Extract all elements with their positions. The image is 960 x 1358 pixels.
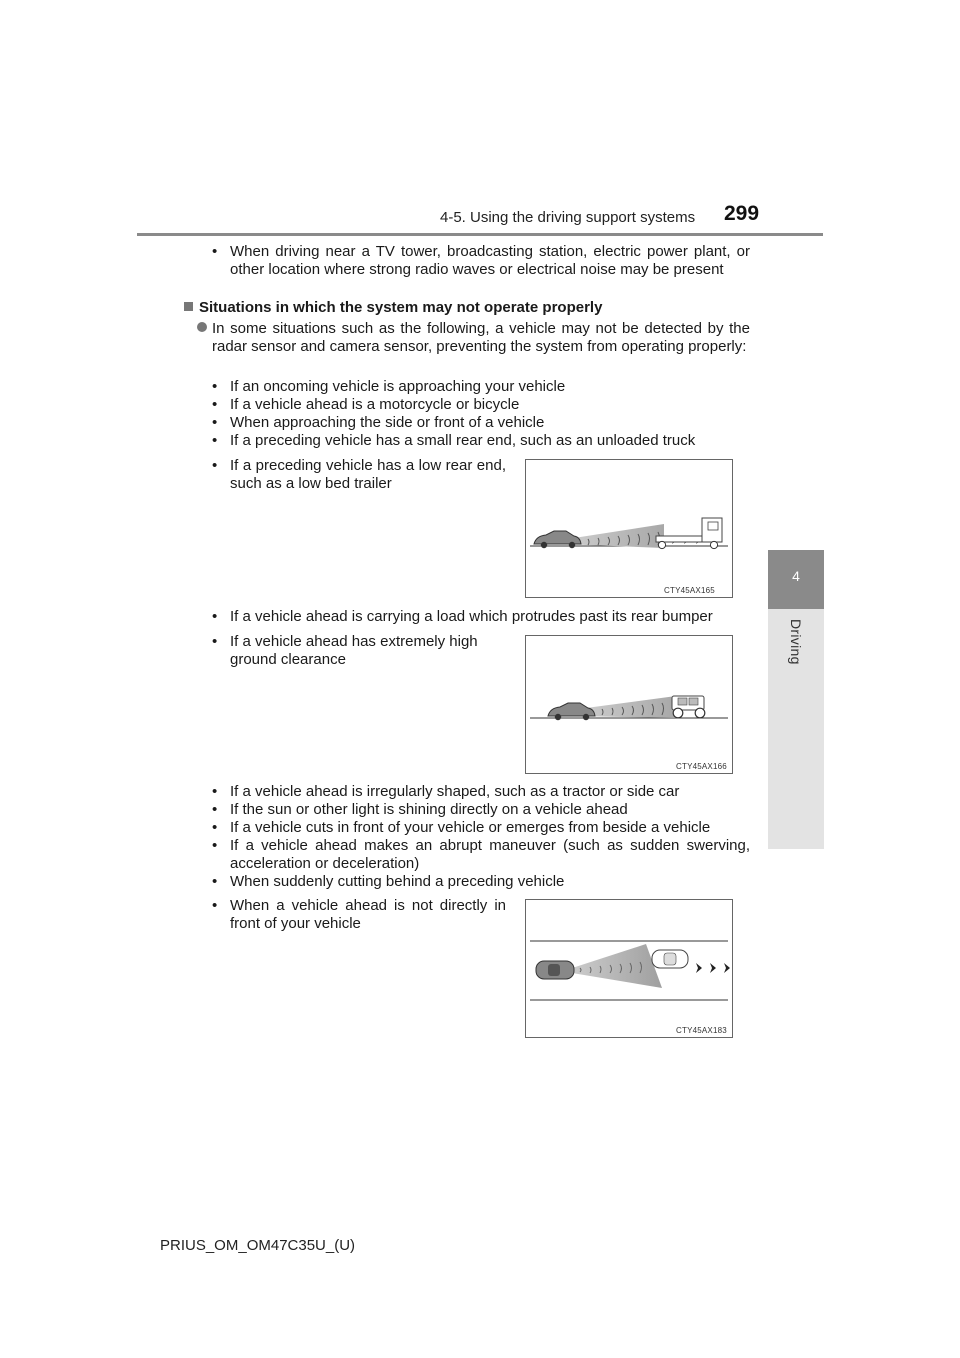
circle-bullet-icon: [197, 322, 207, 332]
illustration-low-bed-trailer: [526, 460, 732, 597]
section-title: 4-5. Using the driving support systems: [440, 209, 696, 226]
figure-code: CTY45AX165: [664, 586, 715, 595]
bullet-dot: •: [212, 897, 218, 914]
bullet-dot: •: [212, 378, 218, 395]
bullet-text: If a vehicle ahead has extremely high ground clearance: [230, 633, 478, 668]
bullet-dot: •: [212, 608, 218, 625]
bullet-text: If a vehicle cuts in front of your vehicle or emerges from beside a vehicle: [230, 819, 711, 836]
bullet-text: If a vehicle ahead makes an abrupt maneuver (such as sudden swerving, acceleration or deceleration): [230, 837, 750, 872]
bullet-item: [212, 414, 750, 432]
bullet-dot: •: [212, 457, 218, 474]
bullet-item: [212, 633, 506, 669]
bullet-dot: •: [212, 432, 218, 449]
bullet-text: If an oncoming vehicle is approaching your vehicle: [230, 378, 566, 395]
chapter-number: 4: [792, 568, 800, 584]
bullet-text: When driving near a TV tower, broadcasting station, electric power plant, or other location where strong radio waves or electrical noise may be present: [230, 243, 750, 278]
chapter-tab-number: [768, 550, 824, 609]
bullet-text: When a vehicle ahead is not directly in front of your vehicle: [230, 897, 506, 932]
bullet-text: If a preceding vehicle has a small rear end, such as an unloaded truck: [230, 432, 696, 449]
header-divider: [137, 233, 823, 236]
illustration-offset-vehicle: [526, 900, 732, 1037]
bullet-item: [212, 608, 760, 626]
bullet-dot: •: [212, 819, 218, 836]
heading-square-icon: [184, 302, 193, 311]
bullet-item: [212, 837, 750, 873]
bullet-item: [212, 801, 760, 819]
chapter-name: Driving: [788, 619, 804, 665]
bullet-text: When approaching the side or front of a vehicle: [230, 414, 545, 431]
figure-offset-vehicle: [525, 899, 733, 1038]
bullet-text: If a vehicle ahead is irregularly shaped, such as a tractor or side car: [230, 783, 680, 800]
bullet-text: If a preceding vehicle has a low rear end, such as a low bed trailer: [230, 457, 506, 492]
chapter-tab-name: [768, 609, 824, 849]
bullet-item: [212, 457, 506, 493]
bullet-dot: •: [212, 633, 218, 650]
bullet-item: [212, 897, 506, 933]
figure-code: CTY45AX183: [676, 1026, 727, 1035]
circle-item-text: In some situations such as the following, a vehicle may not be detected by the radar sensor and camera sensor, preventing the system from operating properly:: [212, 320, 750, 355]
bullet-dot: •: [212, 396, 218, 413]
bullet-item: [212, 378, 750, 396]
bullet-text: If the sun or other light is shining directly on a vehicle ahead: [230, 801, 628, 818]
figure-high-clearance: [525, 635, 733, 774]
figure-low-bed-trailer: [525, 459, 733, 598]
illustration-high-clearance: [526, 636, 732, 773]
bullet-dot: •: [212, 837, 218, 854]
bullet-dot: •: [212, 243, 218, 260]
figure-code: CTY45AX166: [676, 762, 727, 771]
bullet-item: [212, 396, 750, 414]
bullet-item: [212, 243, 750, 279]
bullet-text: When suddenly cutting behind a preceding vehicle: [230, 873, 565, 890]
bullet-text: If a vehicle ahead is a motorcycle or bicycle: [230, 396, 520, 413]
bullet-dot: •: [212, 414, 218, 431]
bullet-item: [212, 873, 760, 891]
bullet-dot: •: [212, 873, 218, 890]
bullet-item: [212, 819, 760, 837]
bullet-dot: •: [212, 801, 218, 818]
bullet-text: If a vehicle ahead is carrying a load which protrudes past its rear bumper: [230, 608, 713, 625]
bullet-item: [212, 432, 760, 450]
page-number: 299: [724, 202, 760, 225]
bullet-dot: •: [212, 783, 218, 800]
bullet-item: [212, 783, 760, 801]
heading-text: Situations in which the system may not operate properly: [199, 299, 603, 316]
section-heading: [184, 299, 602, 316]
document-code: PRIUS_OM_OM47C35U_(U): [160, 1237, 356, 1254]
